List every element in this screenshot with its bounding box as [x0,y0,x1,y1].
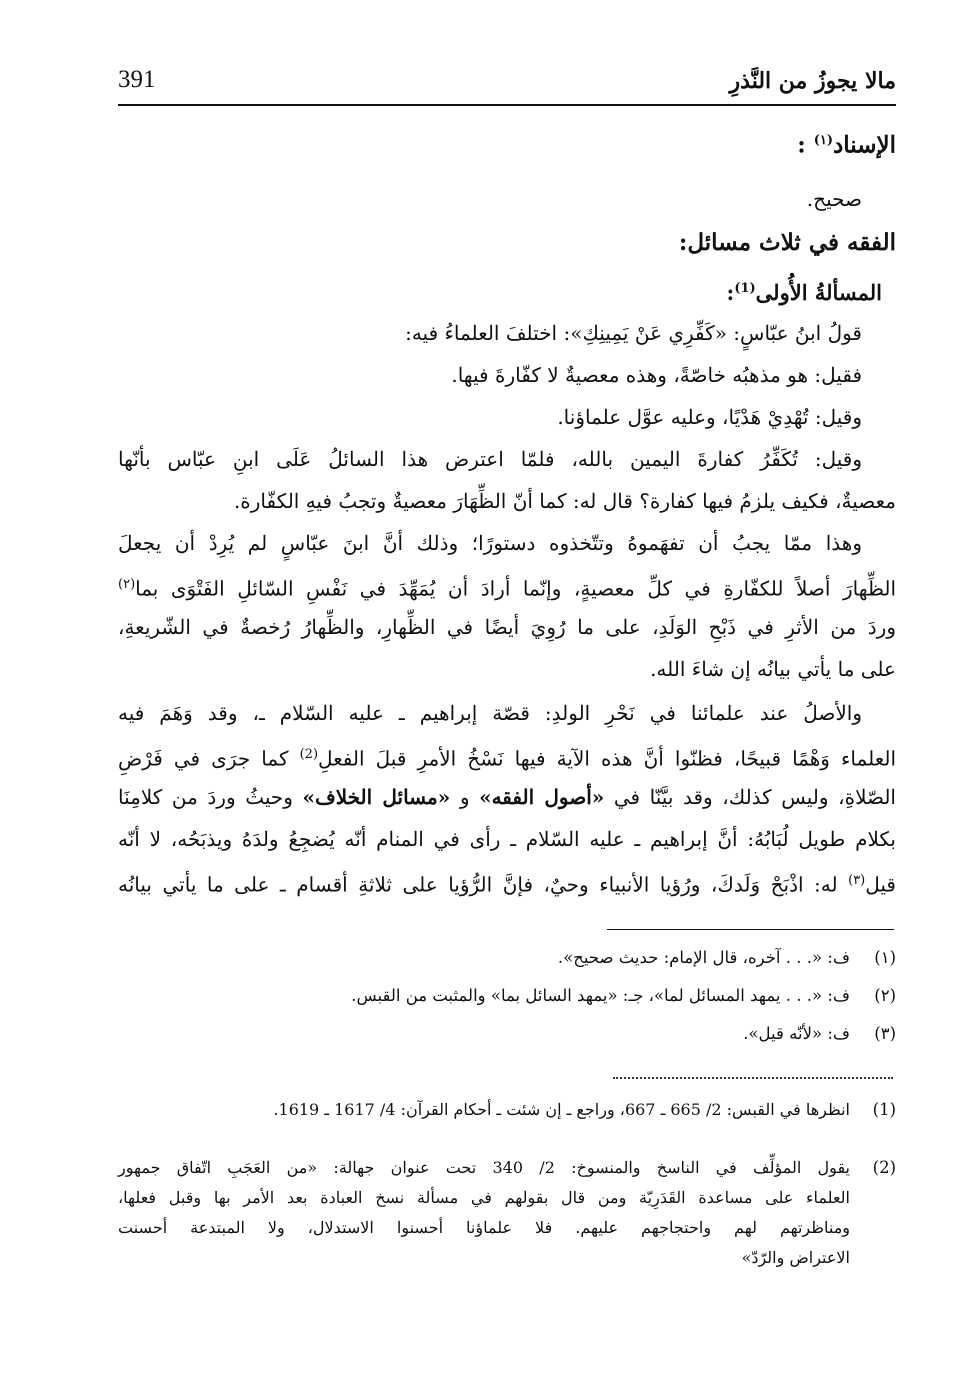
paragraph-line: وقيل: تُهْدِيْ هَدْيًا، وعليه عوَّل علماؤنا. [557,405,862,429]
isnad-heading [797,126,896,161]
paragraph-line: قولُ ابنُ عبّاسٍ: «كَفِّرِي عَنْ يَمِينِكِ»: اختلفَ العلماءُ فيه: [405,321,862,345]
note-ref: (2) [299,747,319,762]
paragraph-line [118,740,896,774]
paragraph-text: و [450,785,480,809]
notes-dotted-rule [613,1077,893,1079]
footnote-ref: (٢) [118,577,136,592]
note-text: الاعتراض والرّدّ» [741,1248,850,1267]
isnad-heading-text: الإسناد [833,131,896,159]
paragraph-text: كما جرَى في فَرْضِ [118,746,289,771]
paragraph-line [118,570,896,604]
note-text: انظرها في القبس: 2/ 665 ـ 667، وراجع ـ إن شئت ـ أحكام القرآن: 4/ 1617 ـ 1619. [273,1100,850,1119]
footnote-rule [607,929,894,930]
note-ref: (1) [734,281,756,296]
masala-heading [727,274,882,308]
paragraph-line: على ما يأتي بيانُه إن شاءَ الله. [650,657,896,681]
paragraph-line: والأصلُ عند علمائنا في نَحْرِ الولدِ: قصّة إبراهيم ـ عليه السّلام ـ، وقد وَهَمَ فيه [118,701,862,725]
header-rule [118,104,896,106]
paragraph-text: الظِّهارَ أصلاً للكفّارةِ في كلِّ معصيةٍ، وإنّما أرادَ أن يُمَهِّدَ في نَفْسِ السّائلِ الفَتْوَى بما [135,576,896,601]
paragraph-line: بكلام طويل لُبَابُهُ: أنَّ إبراهيم ـ عليه السّلام ـ رأى في المنام أنّه يُضجِعُ ولدَهُ ويذبَحُه، لا أنّه [118,827,896,851]
paragraph-line: وقيل: تُكَفِّرُ كفارةَ اليمين بالله، فلمّا اعترض هذا السائلُ عَلَى ابنِ عبّاس بأنّها [118,447,862,471]
paragraph-line: وهذا ممّا يجبُ أن تفهَموهُ وتتّخذوه دستورًا؛ وذلك أنَّ ابنَ عبّاسٍ لم يُرِدْ أن يجعلَ [118,531,862,555]
note-text: العلماء على مساعدة القَدَرِيّة ومن قال بقولهم في مسألة نسخ العبادة بعد الأمر بها وقبل فعلها، [118,1188,850,1207]
colon: : [726,280,735,305]
paragraph-text: قيل [865,872,896,897]
paragraph-line: فقيل: هو مذهبُه خاصّةً، وهذه معصيةٌ لا كفّارةَ فيها. [451,363,862,387]
note-text: ومناظرتهم لهم واحتجاجهم عليهم. فلا علماؤنا أحسنوا الاستدلال، ولا المبتدعة أحسنت [118,1218,850,1237]
page-number: 391 [118,66,156,93]
isnad-value: صحيح. [806,187,862,211]
paragraph-line: وردَ من الأثرِ في ذَبْحِ الوَلَدِ، على ما رُوِيَ أيضًا في الظِّهارِ، والظِّهارُ رُخصةٌ في الشّريعةِ، [118,615,896,639]
note-text: يقول المؤلِّف في الناسخ والمنسوخ: 2/ 340 تحت عنوان جهالة: «من العَجَبِ اتّفاق جمهور [118,1158,850,1177]
book-title: «أصول الفقه» [479,785,605,809]
paragraph-text: له: اذْبَحْ وَلَدكَ، ورُؤيا الأنبياء وحيٌ، فإنَّ الرُّؤيا على ثلاثةِ أقسام ـ على ما يأتي بيانُه [118,872,849,897]
note-number: (2) [872,1158,896,1177]
masala-heading-text: المسألةُ الأُولى [755,280,882,305]
paragraph-text: الصّلاةِ، وليس كذلك، وقد بيَّنّا في [604,785,896,809]
footnote-text: ف: «. . . آخره، قال الإمام: حديث صحيح». [557,948,850,967]
running-title: مالا يجوزُ من النَّذرِ [729,68,896,94]
note-number: (1) [872,1100,896,1119]
footnote-text: ف: «. . . يمهد المسائل لما»، جـ: «يمهد السائل بما» والمثبت من القبس. [351,986,850,1005]
footnote-ref: (٣) [848,873,866,888]
footnote-text: ف: «لأنّه قيل». [743,1024,850,1043]
footnote-ref: (١) [813,133,834,148]
footnote-number: (٣) [874,1024,896,1043]
paragraph-line: معصيةٌ، فكيف يلزمُ فيها كفارة؟ قال له: كما أنّ الظِّهَارَ معصيةٌ وتجبُ فيهِ الكفّارة. [233,489,896,513]
book-title: «مسائل الخلاف» [302,785,451,809]
paragraph-text: العلماء وَهْمًا قبيحًا، فظنّوا أنَّ هذه الآية فيها نَسْخُ الأمرِ قبلَ الفعلِ [318,746,897,771]
paragraph-line [118,866,896,900]
colon: : [797,131,806,159]
paragraph-line [118,782,896,812]
footnote-number: (٢) [874,986,896,1005]
paragraph-text: وحيثُ وردَ من كلامِنَا [118,785,303,809]
fiqh-heading: الفقه في ثلاث مسائل: [678,229,896,256]
footnote-number: (١) [874,948,896,967]
page-header [118,58,896,104]
